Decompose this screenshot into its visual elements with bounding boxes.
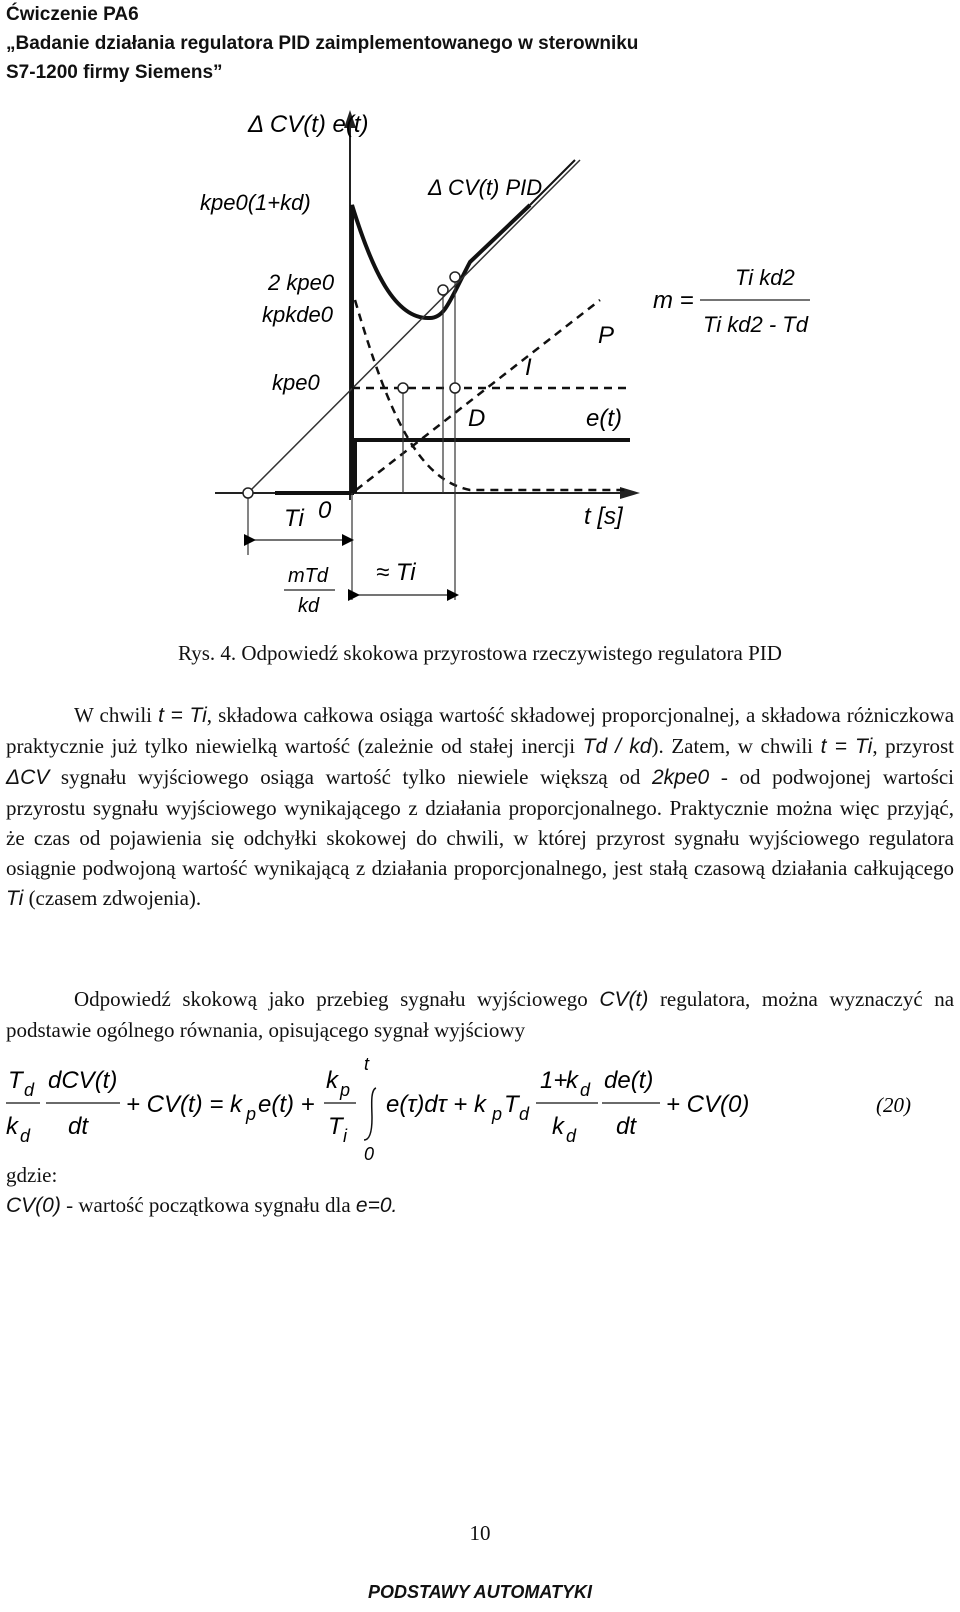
math-2kpe0: 2kpe0 xyxy=(651,766,710,789)
svg-text:e(t) +: e(t) + xyxy=(258,1091,315,1118)
label-approx-Ti: ≈ Ti xyxy=(376,559,416,586)
label-t-s: t [s] xyxy=(584,503,623,530)
label-m: m = xyxy=(653,287,694,314)
p1-part6: - od podwojonej wartości przyrostu sygnału wyjściowego wynikającego z działania proporcjonalnego. Praktycznie można więc przyjąć, że czas od pojawienia się odchyłki skokowej do chwili, w której przyrost sygnału wyjściowego regulatora osiągnie podwojoną wartość wynikającą z działania proporcjonalnego, jest stałą czasową działania całkującego xyxy=(6,765,955,880)
label-m-num: Ti kd2 xyxy=(735,265,795,290)
svg-text:0: 0 xyxy=(364,1144,375,1164)
math-t-eq-ti-2: t = Ti xyxy=(820,735,873,758)
svg-text:d: d xyxy=(20,1126,31,1146)
label-D: D xyxy=(468,405,486,432)
label-mTd: mTd xyxy=(288,565,328,587)
page-number: 10 xyxy=(469,1521,491,1545)
label-m-den: Ti kd2 - Td xyxy=(703,312,808,337)
p2-part1: Odpowiedź skokową jako przebieg sygnału wyjściowego xyxy=(74,987,588,1011)
svg-text:1+: 1+ xyxy=(540,1067,568,1094)
p1-part1: W chwili xyxy=(74,703,152,727)
gdzie-label: gdzie: xyxy=(6,1163,58,1187)
label-kp-top: kpe0(1+kd) xyxy=(200,190,311,215)
p1-part7: (czasem zdwojenia). xyxy=(28,886,202,910)
math-delta-cv: ΔCV xyxy=(6,766,50,789)
equation-20 xyxy=(0,1058,960,1168)
svg-text:dt: dt xyxy=(68,1113,89,1140)
svg-text:k: k xyxy=(6,1113,18,1140)
pid-step-response-figure xyxy=(0,90,960,630)
svg-text:p: p xyxy=(340,1080,351,1100)
svg-text:e(τ)dτ + k: e(τ)dτ + k xyxy=(386,1091,486,1118)
label-zero: 0 xyxy=(318,497,332,524)
p1-part3: ). Zatem, w chwili xyxy=(651,734,814,758)
label-P: P xyxy=(598,322,615,349)
svg-text:+ CV(0): + CV(0) xyxy=(666,1091,750,1118)
equation-number: (20) xyxy=(876,1093,911,1117)
svg-text:k: k xyxy=(566,1067,578,1094)
cv0-definition xyxy=(6,1190,397,1221)
svg-text:T: T xyxy=(504,1091,519,1118)
svg-text:p: p xyxy=(246,1104,257,1124)
label-et-right: e(t) xyxy=(586,405,622,432)
label-2kpe0: 2 kpe0 xyxy=(268,270,335,295)
header-title: Ćwiczenie PA6 xyxy=(6,4,139,25)
svg-text:t: t xyxy=(364,1058,370,1074)
header-subtitle-line2: S7-1200 firmy Siemens” xyxy=(6,62,223,83)
paragraph-2 xyxy=(6,984,954,1045)
p1-part4: , przyrost xyxy=(872,734,954,758)
math-ti: Ti xyxy=(6,887,24,910)
svg-text:d: d xyxy=(519,1104,530,1124)
d-curve xyxy=(355,300,630,490)
svg-text:T: T xyxy=(8,1067,23,1094)
label-kd: kd xyxy=(298,595,320,617)
p1-part2: , składowa całkowa osiąga wartość składowej proporcjonalnej, a składowa różniczkowa praktycznie już tylko niewielką wartość (zależnie od stałej inercji xyxy=(6,703,955,758)
svg-text:i: i xyxy=(343,1126,347,1146)
i-ramp xyxy=(356,300,600,490)
cv0-desc: - wartość początkowa sygnału dla xyxy=(66,1193,351,1217)
header-subtitle-line1: „Badanie działania regulatora PID zaimplementowanego w sterowniku xyxy=(6,33,639,54)
svg-text:dt: dt xyxy=(616,1113,637,1140)
math-e0: e=0. xyxy=(355,1194,398,1217)
figure-caption: Rys. 4. Odpowiedź skokowa przyrostowa rzeczywistego regulatora PID xyxy=(178,641,782,665)
math-cv0: CV(0) xyxy=(6,1194,61,1217)
label-kpkde0: kpkde0 xyxy=(262,302,333,327)
label-kpe0: kpe0 xyxy=(272,370,320,395)
svg-text:d: d xyxy=(580,1080,591,1100)
svg-text:de(t): de(t) xyxy=(604,1067,654,1094)
svg-text:p: p xyxy=(492,1104,503,1124)
svg-text:dCV(t): dCV(t) xyxy=(48,1067,118,1094)
math-cvt: CV(t) xyxy=(599,988,649,1011)
svg-text:k: k xyxy=(552,1113,564,1140)
label-dcv-pid: Δ CV(t) PID xyxy=(428,175,543,200)
svg-text:+ CV(t) = k: + CV(t) = k xyxy=(126,1091,243,1118)
page-footer: PODSTAWY AUTOMATYKI xyxy=(367,1582,592,1602)
math-td-kd: Td / kd xyxy=(582,735,652,758)
math-t-eq-ti: t = Ti xyxy=(158,704,207,727)
label-Ti-axis: Ti xyxy=(284,505,304,532)
p1-part5: sygnału wyjściowego osiąga wartość tylko niewiele większą od xyxy=(60,765,641,789)
label-I: I xyxy=(525,354,532,381)
p2-part2: regulatora, można wyznaczyć na podstawie ogólnego równania, opisującego sygnał wyjściowy xyxy=(6,987,955,1042)
svg-text:d: d xyxy=(24,1080,35,1100)
svg-text:T: T xyxy=(328,1113,343,1140)
paragraph-1 xyxy=(6,700,954,914)
svg-text:k: k xyxy=(326,1067,338,1094)
label-dcv-et: Δ CV(t) e(t) xyxy=(248,111,369,138)
svg-text:d: d xyxy=(566,1126,577,1146)
